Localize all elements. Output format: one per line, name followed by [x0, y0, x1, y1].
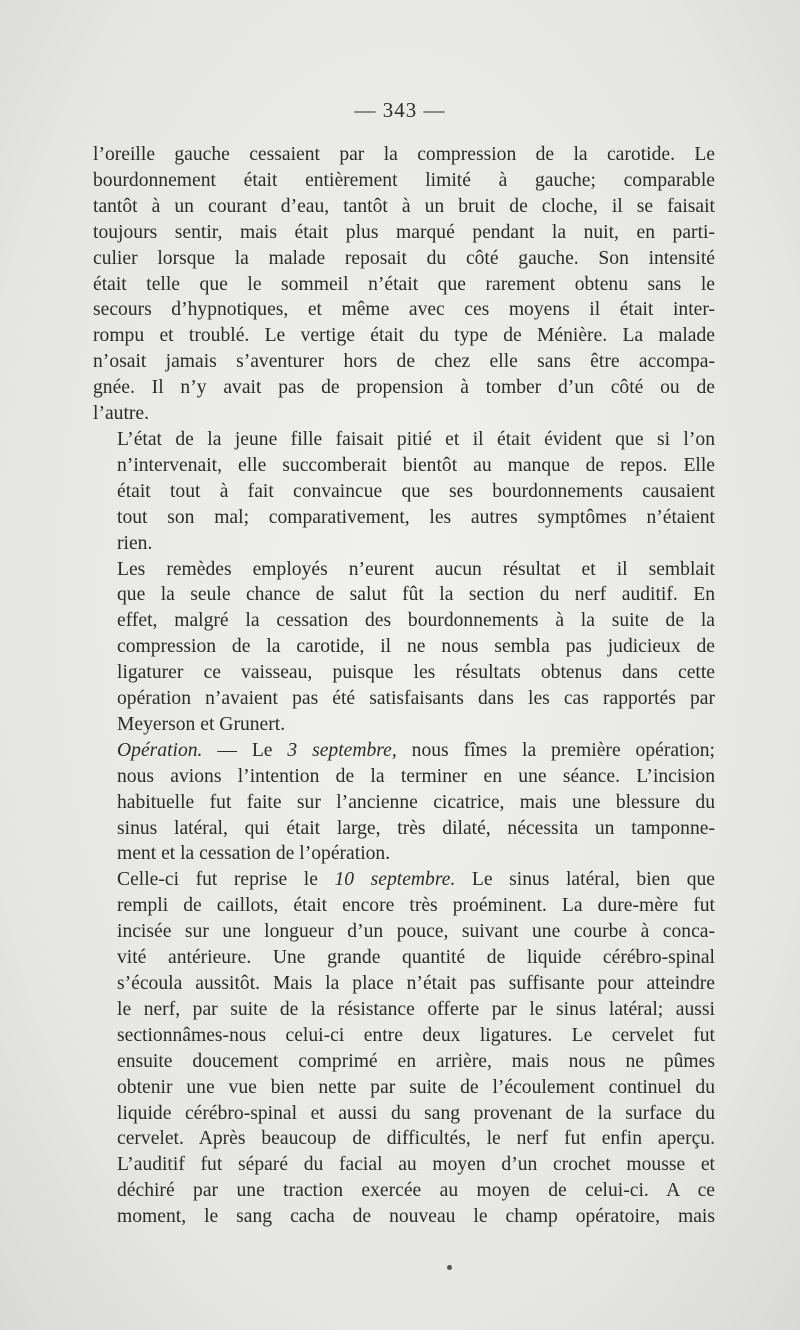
text-line: rempli de caillots, était encore très proéminent. La dure-mère fut [117, 895, 715, 917]
text-line: ensuite doucement comprimé en arrière, mais nous ne pûmes [117, 1050, 715, 1072]
paragraph [93, 427, 715, 557]
text-line: était tout à fait convaincue que ses bourdonnements causaient [117, 480, 715, 502]
text-line: s’écoula aussitôt. Mais la place n’était pas suffisante pour atteindre [117, 973, 715, 994]
text-line: était telle que le sommeil n’était que rarement obtenu sans le [93, 273, 715, 295]
text-line: nous avions l’intention de la terminer en une séance. L’incision [117, 765, 715, 787]
text-line: moment, le sang cacha de nouveau le champ opératoire, mais [117, 1206, 715, 1228]
paragraph [93, 738, 715, 868]
italic-date: 3 septembre, [287, 739, 397, 761]
text-line: Meyerson et Grunert. [117, 713, 286, 735]
text-line: cervelet. Après beaucoup de difficultés, le nerf fut enfin aperçu. [117, 1128, 715, 1150]
printer-mark [447, 1265, 452, 1270]
text-line: rien. [117, 532, 153, 554]
text-line: L’état de la jeune fille faisait pitié et il était évident que si l’on [117, 428, 715, 450]
paragraph [93, 867, 715, 1230]
text-line: déchiré par une traction exercée au moyen de celui-ci. A ce [117, 1180, 715, 1202]
body-text [93, 142, 715, 1230]
text-line: tantôt à un courant d’eau, tantôt à un bruit de cloche, il se faisait [93, 195, 715, 217]
text-line: opération n’avaient pas été satisfaisants dans les cas rapportés par [117, 688, 715, 710]
text-line: sinus latéral, qui était large, très dilaté, nécessita un tamponne- [117, 817, 715, 839]
paragraph [93, 557, 715, 738]
text-line: compression de la carotide, il ne nous sembla pas judicieux de [117, 636, 715, 658]
text-line: toujours sentir, mais était plus marqué pendant la nuit, en parti- [93, 221, 715, 243]
text-run: Le sinus latéral, bien que [455, 869, 715, 891]
text-line: n’intervenait, elle succomberait bientôt au manque de repos. Elle [117, 454, 715, 476]
text-line: obtenir une vue bien nette par suite de l’écoulement continuel du [117, 1076, 715, 1098]
text-line: gnée. Il n’y avait pas de propension à tomber d’un côté ou de [93, 377, 715, 399]
text-line: liquide cérébro-spinal et aussi du sang provenant de la surface du [117, 1102, 715, 1124]
text-line: incisée sur une longueur d’un pouce, suivant une courbe à conca- [117, 921, 715, 943]
text-line: l’autre. [93, 403, 150, 425]
text-line: n’osait jamais s’aventurer hors de chez elle sans être accompa- [93, 351, 715, 373]
text-line: secours d’hypnotiques, et même avec ces moyens il était inter- [93, 299, 715, 321]
text-line: tout son mal; comparativement, les autres symptômes n’étaient [117, 506, 715, 528]
text-run: — Le [202, 739, 288, 761]
text-line: habituelle fut faite sur l’ancienne cicatrice, mais une blessure du [117, 791, 715, 813]
text-line: effet, malgré la cessation des bourdonnements à la suite de la [117, 610, 715, 632]
text-line: Les remèdes employés n’eurent aucun résultat et il semblait [117, 558, 715, 580]
text-line: que la seule chance de salut fût la section du nerf auditif. En [117, 584, 715, 606]
text-run: nous fîmes la première opération; [396, 739, 715, 761]
text-line [93, 738, 715, 764]
italic-date: 10 septembre. [334, 869, 456, 891]
text-line: le nerf, par suite de la résistance offerte par le sinus latéral; aussi [117, 998, 715, 1020]
text-run: Celle-ci fut reprise le [117, 869, 335, 891]
text-line: ment et la cessation de l’opération. [117, 843, 391, 865]
paragraph [93, 142, 715, 427]
text-line: ligaturer ce vaisseau, puisque les résultats obtenus dans cette [117, 662, 715, 684]
page-number: — 343 — [354, 98, 446, 122]
text-line: vité antérieure. Une grande quantité de liquide cérébro-spinal [117, 947, 715, 969]
text-line: rompu et troublé. Le vertige était du type de Ménière. La malade [93, 325, 715, 347]
italic-heading: Opération. [117, 739, 203, 761]
text-line: culier lorsque la malade reposait du côté gauche. Son intensité [93, 247, 715, 269]
text-line: bourdonnement était entièrement limité à gauche; comparable [93, 169, 715, 191]
text-line: sectionnâmes-nous celui-ci entre deux ligatures. Le cervelet fut [117, 1024, 715, 1046]
text-line [93, 867, 715, 893]
text-line: L’auditif fut séparé du facial au moyen d’un crochet mousse et [117, 1154, 715, 1176]
text-line: l’oreille gauche cessaient par la compression de la carotide. Le [93, 144, 715, 165]
